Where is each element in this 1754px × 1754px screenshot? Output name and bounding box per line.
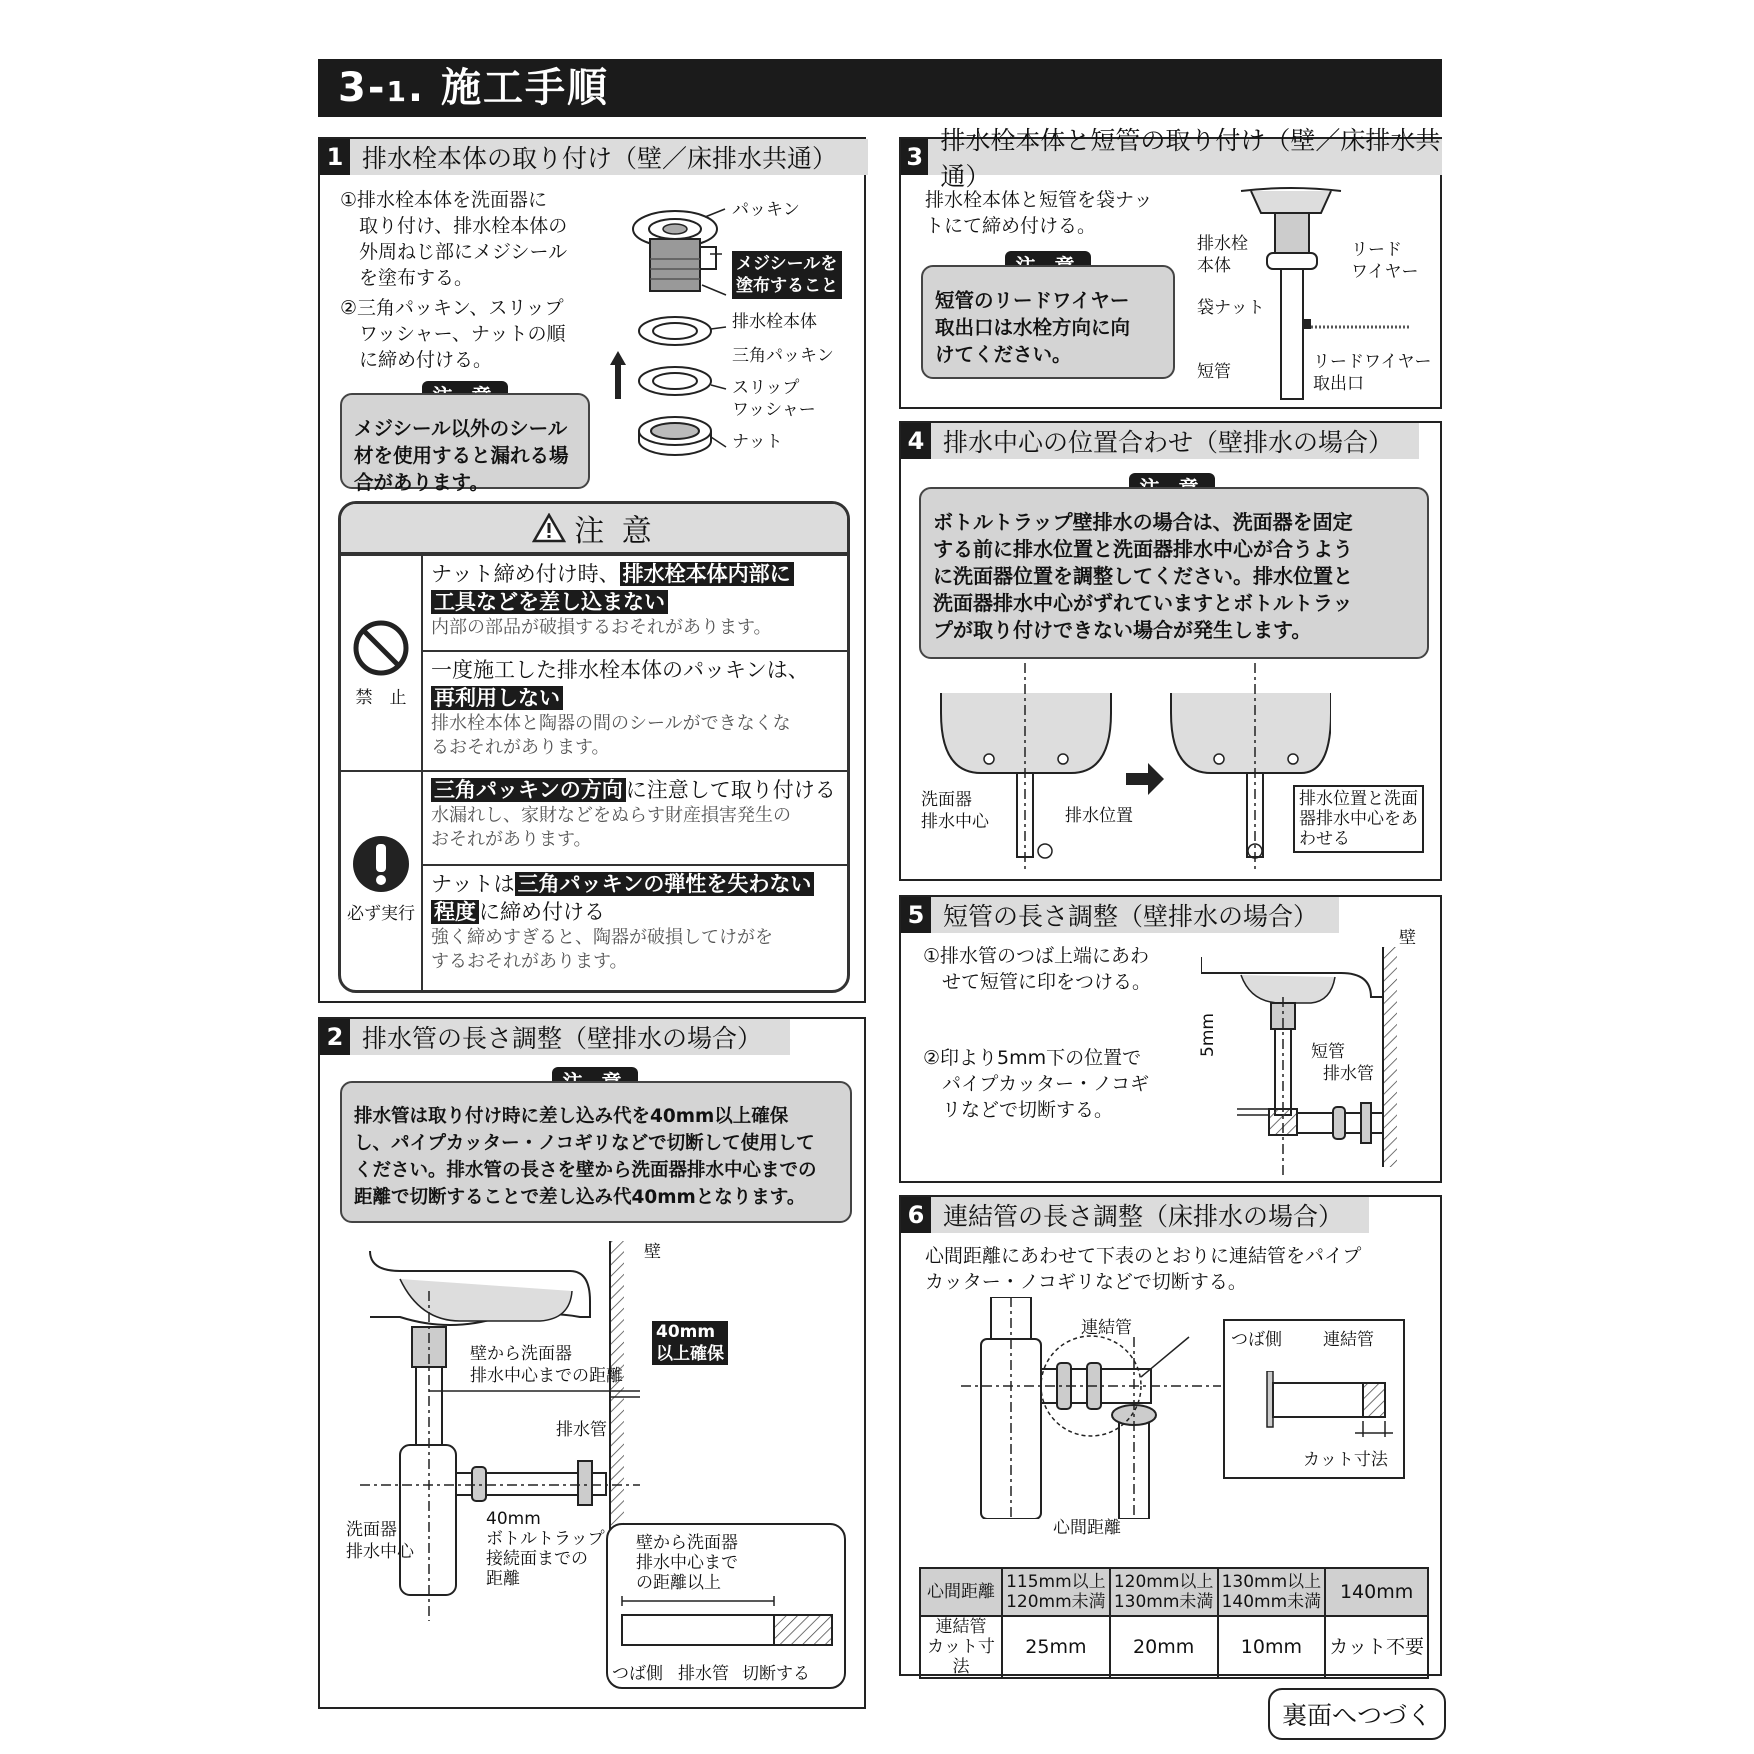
section-5-header bbox=[901, 897, 1339, 933]
section-heading: 排水管の長さ調整（壁排水の場合） bbox=[362, 1024, 763, 1053]
section-1-header bbox=[320, 139, 868, 175]
table-cell: 130mm以上 140mm未満 bbox=[1218, 1568, 1326, 1616]
table-cell: 10mm bbox=[1218, 1616, 1326, 1678]
label-connecting-pipe-inset: 連結管 bbox=[1323, 1330, 1374, 1350]
warning-row-4: ナットは 三角パッキンの弾性を失わない 程度 に締め付ける 強く締めすぎると、陶器が破損してけがを するおそれがあります。 bbox=[423, 864, 847, 993]
label-packing: パッキン bbox=[732, 200, 800, 220]
label-nut: ナット bbox=[732, 432, 783, 452]
table-cell: 120mm以上 130mm未満 bbox=[1110, 1568, 1218, 1616]
warning-row-1: ナット締め付け時、 排水栓本体内部に 工具などを差し込まない 内部の部品が破損するおそれがあります。 bbox=[423, 554, 847, 650]
section-heading: 連結管の長さ調整（床排水の場合） bbox=[943, 1202, 1344, 1231]
label-flange-side: つば側 bbox=[612, 1664, 663, 1684]
caution-box: 短管のリードワイヤー 取出口は水栓方向に向 けてください。 bbox=[921, 265, 1175, 379]
section-1 bbox=[318, 137, 866, 1003]
table-cell: 115mm以上 120mm未満 bbox=[1002, 1568, 1110, 1616]
section-5 bbox=[899, 895, 1442, 1183]
step-1-text: ①排水栓本体を洗面器に 取り付け、排水栓本体の 外周ねじ部にメジシール を塗布する。 bbox=[340, 189, 568, 289]
section-3-text: 排水栓本体と短管を袋ナッ トにて締め付ける。 bbox=[925, 189, 1153, 237]
label-short-pipe: 短管 bbox=[1311, 1042, 1345, 1062]
label-lead-wire: リード ワイヤー bbox=[1351, 240, 1419, 282]
section-heading: 排水栓本体と短管の取り付け（壁／床排水共通） bbox=[940, 126, 1441, 191]
label-cut-size: カット寸法 bbox=[1303, 1450, 1388, 1470]
must-do-column: 必ず実行 bbox=[341, 770, 423, 993]
label-short-pipe: 短管 bbox=[1197, 362, 1231, 382]
label-drain-pipe-inset: 排水管 bbox=[678, 1664, 729, 1684]
section-number: 1 bbox=[320, 139, 350, 175]
label-basin-center: 洗面器 排水中心 bbox=[346, 1520, 414, 1562]
section-6-text: 心間距離にあわせて下表のとおりに連結管をパイプ カッター・ノコギリなどで切断する。 bbox=[925, 1245, 1362, 1293]
warning-row-2: 一度施工した排水栓本体のパッキンは、 再利用しない 排水栓本体と陶器の間のシールができなくな るおそれがあります。 bbox=[423, 650, 847, 770]
cut-pipe-illustration bbox=[614, 1595, 844, 1655]
caution-box: 排水管は取り付け時に差し込み代を40mm以上確保 し、パイプカッター・ノコギリなどで切断して使用して ください。排水管の長さを壁から洗面器排水中心までの 距離で切断することで差し込み代40mmとなります。 bbox=[340, 1081, 852, 1223]
section-3-header bbox=[901, 126, 1442, 191]
warning-box bbox=[338, 501, 850, 993]
label-cut: 切断する bbox=[742, 1664, 810, 1684]
step-2-text: ②印より5mm下の位置で パイプカッター・ノコギ リなどで切断する。 bbox=[923, 1047, 1150, 1121]
alignment-illustration bbox=[911, 663, 1331, 873]
caution-box: ボトルトラップ壁排水の場合は、洗面器を固定 する前に排水位置と洗面器排水中心が合うよう に洗面器位置を調整してください。排水位置と 洗面器排水中心がずれていますとボトルトラッ プが取り付けできない場合が発生します。 bbox=[919, 487, 1429, 659]
label-40mm-secure: 40mm 以上確保 bbox=[652, 1321, 728, 1365]
label-center-distance: 心間距離 bbox=[1053, 1518, 1121, 1538]
step-1-text: ①排水管のつば上端にあわ せて短管に印をつける。 bbox=[923, 945, 1152, 993]
label-wall-to-center-distance: 壁から洗面器 排水中心までの距離 bbox=[470, 1344, 623, 1386]
label-basin-center: 洗面器 排水中心 bbox=[921, 790, 989, 832]
label-drain-pipe: 排水管 bbox=[556, 1420, 607, 1440]
label-connecting-pipe: 連結管 bbox=[1081, 1318, 1132, 1338]
caution-box: メジシール以外のシール 材を使用すると漏れる場 合があります。 bbox=[340, 393, 590, 489]
prohibit-icon bbox=[351, 618, 411, 678]
label-triangle-packing: 三角パッキン bbox=[732, 346, 834, 366]
section-2 bbox=[318, 1017, 866, 1709]
cut-size-illustration bbox=[1255, 1371, 1395, 1441]
label-wall: 壁 bbox=[644, 1242, 661, 1262]
warning-row-3: 三角パッキンの方向 に注意して取り付ける 水漏れし、家財などをぬらす財産損害発生の おそれがあります。 bbox=[423, 770, 847, 864]
label-align: 排水位置と洗面 器排水中心をあ わせる bbox=[1293, 785, 1424, 853]
section-number: 2 bbox=[320, 1019, 350, 1055]
warning-triangle-icon bbox=[532, 513, 566, 543]
step-2-text: ②三角パッキン、スリップ ワッシャー、ナットの順 に締め付ける。 bbox=[340, 297, 566, 371]
label-drain-body: 排水栓本体 bbox=[732, 312, 817, 332]
label-bag-nut: 袋ナット bbox=[1197, 298, 1265, 318]
label-drain-position: 排水位置 bbox=[1065, 806, 1133, 826]
section-number: 5 bbox=[901, 897, 931, 933]
label-drain-body: 排水栓 本体 bbox=[1197, 234, 1248, 276]
label-lead-wire-outlet: リードワイヤー 取出口 bbox=[1313, 352, 1432, 394]
label-mejiseal: メジシールを 塗布すること bbox=[732, 251, 842, 299]
section-2-header bbox=[320, 1019, 790, 1055]
section-number: 4 bbox=[901, 423, 931, 459]
section-heading: 排水中心の位置合わせ（壁排水の場合） bbox=[943, 428, 1394, 457]
table-cell: 140mm bbox=[1325, 1568, 1428, 1616]
label-bottle-trap-distance: 40mm ボトルトラップ 接続面までの 距離 bbox=[486, 1509, 605, 1589]
page-title: 3-1. 施工手順 bbox=[318, 59, 1442, 117]
section-heading: 排水栓本体の取り付け（壁／床排水共通） bbox=[362, 144, 838, 173]
table-header-cell: 心間距離 bbox=[920, 1568, 1002, 1616]
warning-header: 注 意 bbox=[341, 504, 847, 554]
section-number: 3 bbox=[901, 139, 928, 175]
label-flange-side: つば側 bbox=[1231, 1330, 1282, 1350]
label-inset-distance: 壁から洗面器 排水中心まで の距離以上 bbox=[636, 1533, 738, 1593]
table-cell: 20mm bbox=[1110, 1616, 1218, 1678]
lead-wire-icon bbox=[1311, 311, 1421, 341]
exclamation-icon bbox=[351, 834, 411, 894]
prohibit-column: 禁 止 bbox=[341, 554, 423, 770]
table-row bbox=[920, 1568, 1428, 1616]
section-3 bbox=[899, 126, 1442, 409]
section-4-header bbox=[901, 423, 1419, 459]
section-6-header bbox=[901, 1197, 1369, 1233]
table-cell: カット不要 bbox=[1325, 1616, 1428, 1678]
label-5mm: 5mm bbox=[1198, 1013, 1218, 1057]
label-wall: 壁 bbox=[1399, 928, 1416, 948]
continued-on-back-label: 裏面へつづく bbox=[1268, 1688, 1446, 1740]
table-row bbox=[920, 1616, 1428, 1678]
label-slip-washer: スリップ ワッシャー bbox=[732, 378, 816, 420]
section-4 bbox=[899, 421, 1442, 881]
cut-size-table bbox=[919, 1567, 1429, 1679]
table-cell: 25mm bbox=[1002, 1616, 1110, 1678]
section-6 bbox=[899, 1195, 1442, 1676]
section-heading: 短管の長さ調整（壁排水の場合） bbox=[943, 902, 1319, 931]
label-drain-pipe: 排水管 bbox=[1323, 1064, 1374, 1084]
section-number: 6 bbox=[901, 1197, 931, 1233]
table-header-cell: 連結管 カット寸法 bbox=[920, 1616, 1002, 1678]
